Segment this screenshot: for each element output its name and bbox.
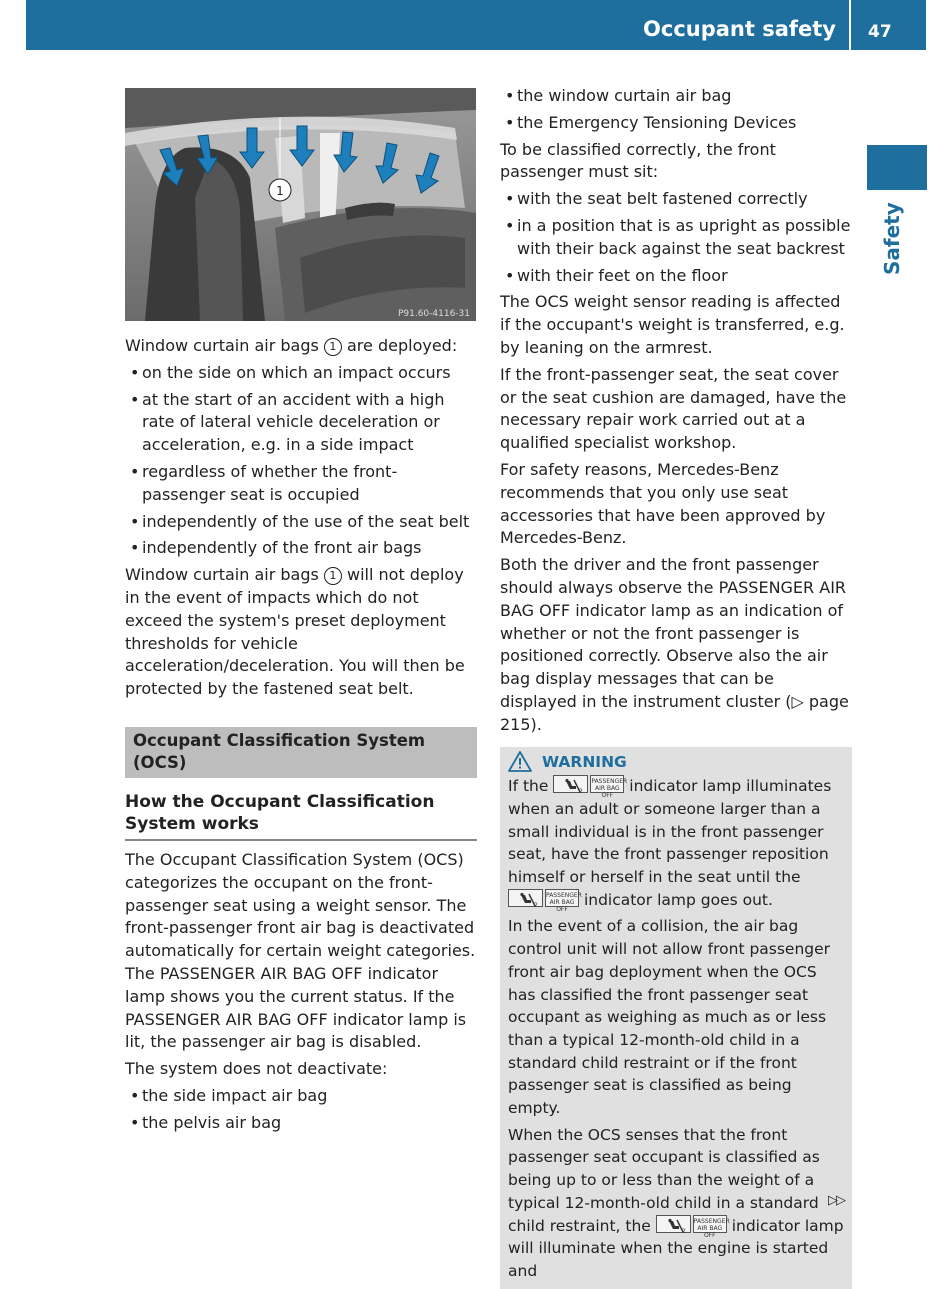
damage-paragraph: If the front-passenger seat, the seat cover or the seat cushion are damaged, have the necessary repair work carried out at a qualified specialist workshop. — [500, 364, 847, 453]
warning-title: WARNING — [542, 752, 627, 771]
accessories-paragraph: For safety reasons, Mercedes-Benz recommends that you only use seat accessories that have been approved by Mercedes-Benz. — [500, 459, 826, 548]
warning-paragraph-3 — [508, 1124, 844, 1283]
curtain-air-bag-diagram — [125, 88, 476, 321]
list-item: • independently of the front air bags — [125, 537, 477, 560]
left-column — [125, 335, 477, 1139]
section-heading-box: Occupant Classification System (OCS) — [125, 727, 477, 778]
observe-text: Both the driver and the front passenger should always observe the PASSENGER AIR BAG OFF indicator lamp as an indication of whether or not the front passenger is positioned correctly. Observe also the air bag display messages that can be displayed in the instrument cluster ( — [500, 555, 847, 711]
continued-arrow-icon: ▷▷ — [828, 1193, 844, 1208]
warning-triangle-icon — [508, 751, 532, 772]
page-header — [26, 0, 926, 50]
airbag-off-lamp — [656, 1215, 730, 1239]
svg-text:2: 2 — [579, 788, 584, 795]
deploy-conditions-list — [125, 362, 477, 560]
passenger-seat-airbag-icon — [553, 775, 588, 793]
warning-text: indicator lamp illuminates when an adult or someone larger than a small individual is in the front passenger seat, have the front passenger reposition himself or herself in the seat until the — [508, 777, 832, 887]
passenger-seat-airbag-icon — [656, 1215, 691, 1233]
no-deploy-text: Window curtain air bags — [125, 565, 319, 585]
not-deactivate-list — [125, 1085, 477, 1135]
deploy-intro — [125, 335, 477, 358]
callout-marker: 1 — [324, 338, 342, 356]
list-item: • in a position that is as upright as possible with their back against the seat backrest — [500, 215, 852, 261]
callout-marker: 1 — [324, 567, 342, 585]
page-reference-arrow-icon: ▷ — [791, 691, 804, 711]
passenger-airbag-off-label-icon: PASSENGER AIR BAG OFF — [693, 1215, 727, 1233]
header-divider — [849, 0, 851, 50]
airbag-off-lamp — [553, 775, 628, 800]
passenger-airbag-off-label-icon: PASSENGER AIR BAG OFF — [590, 775, 624, 793]
section-title: Occupant safety — [643, 17, 836, 41]
list-item: • regardless of whether the front-passenger seat is occupied — [125, 461, 477, 507]
svg-text:2: 2 — [534, 901, 538, 908]
figure-code: P91.60-4116-31 — [397, 309, 470, 319]
list-item: • with the seat belt fastened correctly — [500, 188, 852, 211]
sensor-paragraph: The OCS weight sensor reading is affected if the occupant's weight is transferred, e.g. by leaning on the armrest. — [500, 292, 845, 357]
list-item: • the window curtain air bag — [500, 85, 852, 108]
list-item: • with their feet on the floor — [500, 265, 852, 288]
side-tab-label: Safety — [880, 202, 904, 275]
warning-header — [508, 751, 844, 774]
sitting-requirements-list — [500, 188, 852, 287]
deploy-intro-text-end: are deployed: — [347, 336, 458, 355]
classify-intro: To be classified correctly, the front passenger must sit: — [500, 139, 776, 182]
svg-text:2: 2 — [681, 1227, 686, 1234]
list-item: • at the start of an accident with a high rate of lateral vehicle deceleration or acceleration, e.g. in a side impact — [125, 389, 477, 457]
list-item: • on the side on which an impact occurs — [125, 362, 477, 385]
no-deploy-paragraph — [125, 564, 477, 701]
page-reference[interactable]: page 215). — [500, 691, 849, 734]
warning-paragraph-1 — [508, 775, 844, 911]
observe-paragraph — [500, 554, 852, 736]
not-deactivate-list-continued — [500, 85, 852, 135]
warning-paragraph-2: In the event of a collision, the air bag control unit will not allow front passenger front air bag deployment when the OCS has classified the front passenger seat occupant as weighing as much as or less than a typical 12-month-old child in a standard child restraint or if the front passenger seat is classified as being empty. — [508, 917, 831, 1118]
page-number: 47 — [868, 22, 892, 42]
warning-text: When the OCS senses that the front passenger seat occupant is classified as being up to or less than the weight of a typical 12-month-old child in a standard child restraint, the — [508, 1125, 820, 1235]
side-tab-marker — [867, 145, 927, 190]
list-item: • independently of the use of the seat belt — [125, 511, 477, 534]
warning-text: indicator lamp goes out. — [583, 890, 773, 909]
subheading: How the Occupant Classification System works — [125, 791, 477, 841]
airbag-off-lamp — [508, 889, 582, 913]
warning-text: If the — [508, 777, 549, 796]
ocs-paragraph: The Occupant Classification System (OCS) categorizes the occupant on the front-passenger seat using a weight sensor. The front-passenger front air bag is deactivated automatically for certain weight categories. The PASSENGER AIR BAG OFF indicator lamp shows you the current status. If the PASSENGER AIR BAG OFF indicator lamp is lit, the passenger air bag is disabled. — [125, 849, 476, 1052]
list-item: • the pelvis air bag — [125, 1112, 477, 1135]
figure-callout: 1 — [276, 184, 284, 198]
passenger-airbag-off-label-icon: PASSENGER AIR BAG OFF — [545, 889, 579, 907]
air-bag-illustration — [125, 88, 476, 321]
right-column — [500, 85, 852, 1289]
no-deploy-text-end: will not deploy in the event of impacts which do not exceed the system's preset deployment thresholds for vehicle acceleration/deceleration. You will then be protected by the fastened seat belt. — [125, 565, 465, 699]
warning-box — [500, 747, 852, 1289]
deploy-intro-text: Window curtain air bags — [125, 336, 319, 355]
list-item: • the Emergency Tensioning Devices — [500, 112, 852, 135]
passenger-seat-airbag-icon — [508, 889, 543, 907]
list-item: • the side impact air bag — [125, 1085, 477, 1108]
warning-text: indicator lamp will illuminate when the engine is started and — [508, 1216, 844, 1280]
not-deactivate-intro: The system does not deactivate: — [125, 1059, 388, 1079]
